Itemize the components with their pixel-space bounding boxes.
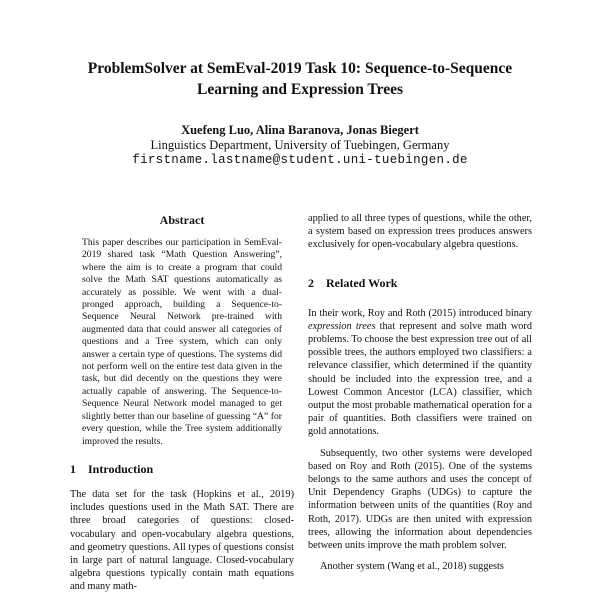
author-email: firstname.lastname@student.uni-tuebingen.de xyxy=(132,153,468,167)
author-names: Xuefeng Luo, Alina Baranova, Jonas Biegert xyxy=(181,123,419,137)
affiliation: Linguistics Department, University of Tuebingen, Germany xyxy=(150,138,450,152)
section-title: Introduction xyxy=(88,461,154,476)
abstract-heading: Abstract xyxy=(159,213,205,227)
author-block xyxy=(60,123,540,168)
paragraph-text: that represent and solve math word problems. To choose the best expression tree out of all possible trees, the authors employed two classifiers: a relevance classifier, which determined if the quantity should be included into the expression tree, and a Lowest Common Ancestor (LCA) classifier, which output the most probable mathematical operation for a pair of quantities. Both classifiers were trained on gold annotations. xyxy=(308,320,532,438)
emphasized-term: expression trees xyxy=(308,320,376,332)
paragraph-text: In their work, Roy and Roth (2015) introduced binary xyxy=(308,307,532,319)
introduction-heading xyxy=(70,462,294,477)
right-column xyxy=(308,212,532,573)
related-work-paragraph-2: Subsequently, two other systems were developed based on Roy and Roth (2015). One of the systems belongs to the same authors and uses the concept of Unit Dependency Graphs (UDGs) to capture the information between units of the quantities (Roy and Roth, 2017). UDGs are then united with expression trees, allowing the information about dependencies between units improve the math problem solver. xyxy=(308,447,532,552)
left-column xyxy=(70,213,294,594)
paper-title: ProblemSolver at SemEval-2019 Task 10: Sequence-to-Sequence Learning and Expression Trees xyxy=(87,60,513,98)
abstract-text: This paper describes our participation in SemEval-2019 shared task “Math Question Answering”, where the aim is to create a program that could solve the Math SAT questions automatically as accurately as possible. We went with a dual-pronged approach, building a Sequence-to-Sequence Neural Network pre-trained with augmented data that could answer all categories of questions and a Tree system, which can only answer a certain type of questions. The systems did not perform well on the entire test data given in the task, but did decently on the questions they were actually capable of answering. The Sequence-to-Sequence Neural Network model managed to get slightly better than our baseline of guessing “A” for every question, while the Tree system additionally improved the results. xyxy=(82,237,282,447)
continuation-text: applied to all three types of questions, while the other, a system based on expression trees produces answers exclusively for open-vocabulary algebra questions. xyxy=(308,213,532,251)
section-number: 2 xyxy=(308,275,314,290)
related-work-paragraph-3: Another system (Wang et al., 2018) suggests xyxy=(320,561,504,573)
related-work-heading xyxy=(308,276,532,291)
section-title: Related Work xyxy=(326,275,398,290)
section-number: 1 xyxy=(70,461,76,476)
introduction-text: The data set for the task (Hopkins et al., 2019) includes questions used in the Math SAT. There are three broad categories of questions: closed-vocabulary and open-vocabulary algebra questions, and geometry questions. All types of questions consist in large part of natural language. Closed-vocabulary algebra questions typically contain math equations and many math- xyxy=(70,488,294,593)
related-work-paragraph-1 xyxy=(308,307,532,439)
